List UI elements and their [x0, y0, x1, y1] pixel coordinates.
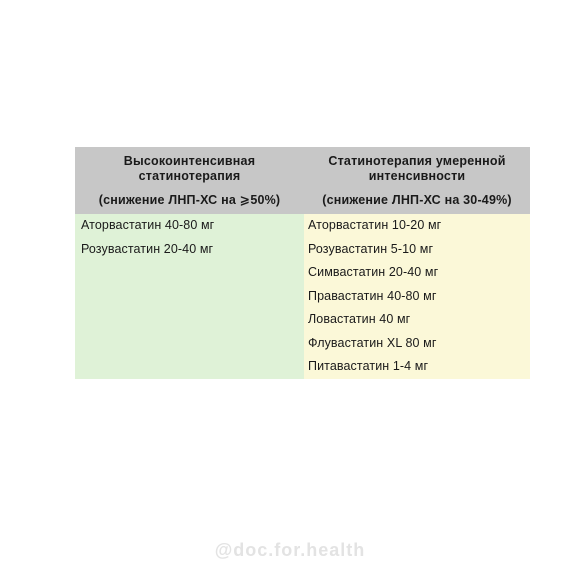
table-body-row — [75, 214, 530, 379]
header-moderate-intensity — [304, 147, 530, 214]
list-item: Симвастатин 20-40 мг — [308, 265, 439, 279]
high-intensity-drug-list — [75, 214, 304, 379]
header-high-subtitle: (снижение ЛНП-ХС на ⩾50%) — [98, 193, 281, 207]
header-high-title-line2: статинотерапия — [138, 169, 241, 183]
header-high-intensity — [75, 147, 304, 214]
header-moderate-subtitle: (снижение ЛНП-ХС на 30-49%) — [322, 193, 512, 207]
statin-intensity-table — [75, 147, 530, 379]
list-item: Аторвастатин 10-20 мг — [308, 218, 442, 232]
header-moderate-title-line2: интенсивности — [368, 169, 466, 183]
watermark: @doc.for.health — [214, 540, 366, 560]
table-header-row — [75, 147, 530, 214]
header-moderate-title-line1: Статинотерапия умеренной — [328, 154, 506, 168]
moderate-intensity-drug-list — [304, 214, 530, 379]
list-item: Розувастатин 5-10 мг — [308, 241, 434, 256]
list-item: Розувастатин 20-40 мг — [81, 241, 214, 256]
list-item: Правастатин 40-80 мг — [308, 288, 437, 303]
list-item: Аторвастатин 40-80 мг — [81, 218, 215, 232]
list-item: Питавастатин 1-4 мг — [308, 359, 429, 373]
header-high-title-line1: Высокоинтенсивная — [123, 154, 256, 168]
list-item: Ловастатин 40 мг — [308, 312, 411, 326]
list-item: Флувастатин XL 80 мг — [308, 335, 437, 350]
